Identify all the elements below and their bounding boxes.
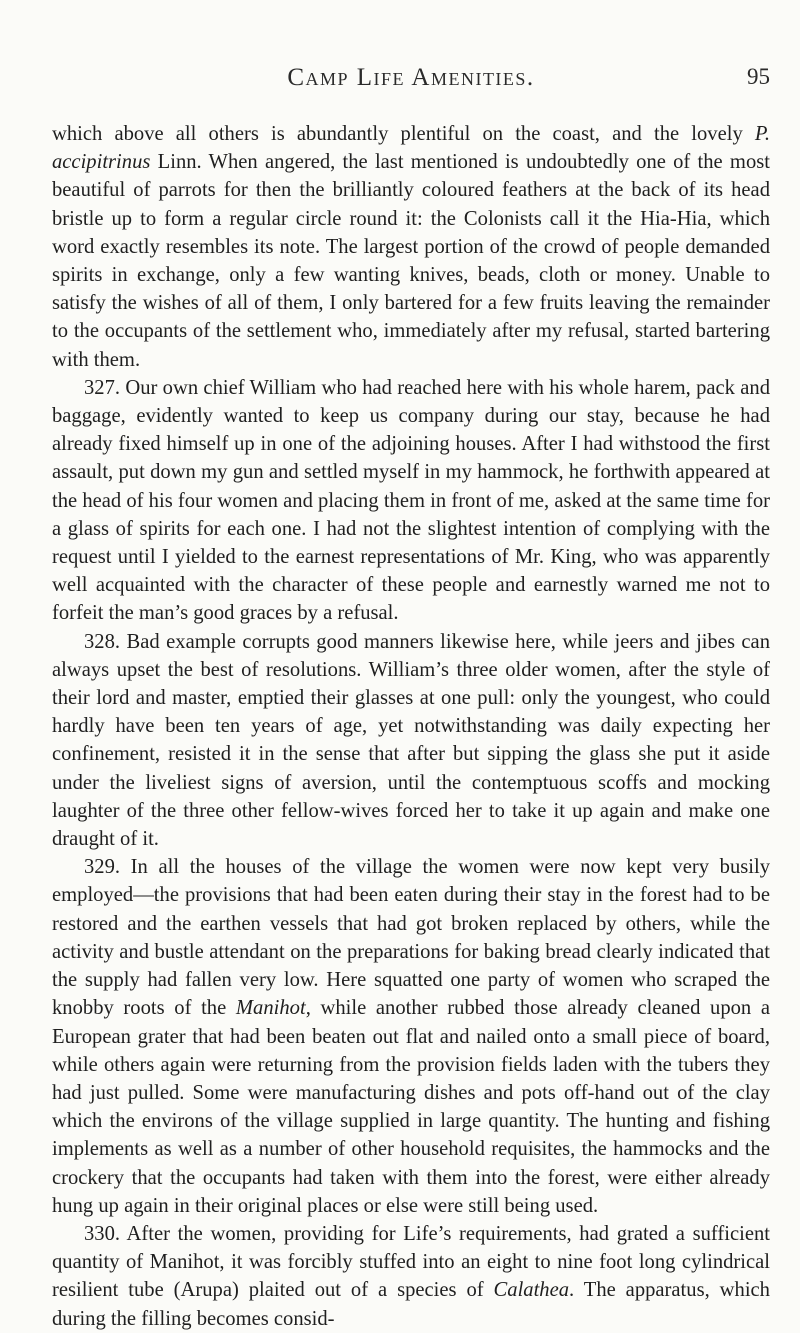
text-segment: 330. After the women, providing for Life’s requirements, had grated a sufficient quantity of Manihot, it was forcibly stuffed into an eight to nine foot long cylindrical resilient tube (Arupa) plaited out of a species of — [52, 1222, 770, 1302]
page-number: 95 — [747, 64, 770, 89]
taxon-name-italic: Manihot — [235, 997, 306, 1020]
paragraph-330 — [52, 1220, 770, 1333]
running-title: Camp Life Amenities. — [287, 64, 535, 91]
paragraph-329 — [52, 853, 770, 1220]
paragraph-328 — [52, 628, 770, 854]
text-segment: Linn. When angered, the last mentioned is undoubtedly one of the most beautiful of parrots for then the brilliantly coloured feathers at the back of its head bristle up to form a regular circle round it: the Colonists call it the Hia-Hia, which word exactly resembles its note. The largest portion of the crowd of people demanded spirits in exchange, only a few wanting knives, beads, cloth or money. Unable to satisfy the wishes of all of them, I only bartered for a few fruits leaving the remainder to the occupants of the settlement who, immediately after my refusal, started bartering with them. — [52, 151, 770, 371]
paragraph-continuation — [52, 120, 770, 374]
text-segment: 329. In all the houses of the village the women were now kept very busily employed—the provisions that had been eaten during their stay in the forest had to be restored and the earthen vessels that had got broken replaced by others, while the activity and bustle attendant on the preparations for baking bread clearly indicated that the supply had fallen very low. Here squatted one party of women who scraped the knobby roots of the — [52, 856, 770, 1020]
text-segment: 328. Bad example corrupts good manners likewise here, while jeers and jibes can always upset the best of resolutions. William’s three older women, after the style of their lord and master, emptied their glasses at one pull: only the youngest, who could hardly have been ten years of age, yet notwithstanding was daily expecting her confinement, resisted it in the sense that after but sipping the glass she put it aside under the liveliest signs of aversion, until the contemptuous scoffs and mocking laughter of the three other fellow-wives forced her to take it up again and make one draught of it. — [52, 630, 770, 851]
text-segment: 327. Our own chief William who had reached here with his whole harem, pack and baggage, evidently wanted to keep us company during our stay, because he had already fixed himself up in one of the adjoining houses. After I had withstood the first assault, put down my gun and settled myself in my hammock, he forthwith appeared at the head of his four women and placing them in front of me, asked at the same time for a glass of spirits for each one. I had not the slightest intention of complying with the request until I yielded to the earnest representations of Mr. King, who was apparently well acquainted with the character of these people and earnestly warned me not to forfeit the man’s good graces by a refusal. — [52, 376, 770, 625]
text-segment: which above all others is abundantly plentiful on the coast, and the lovely — [52, 123, 755, 145]
paragraph-327 — [52, 374, 770, 628]
running-head — [52, 64, 770, 94]
taxon-name-italic: P. accipitrinus — [52, 123, 770, 174]
body-text — [52, 120, 770, 1333]
taxon-name-italic: Calathea — [493, 1279, 570, 1302]
text-segment: . The apparatus, which during the filling becomes consid- — [52, 1279, 770, 1330]
text-segment: , while another rubbed those already cleaned upon a European grater that had been beaten out flat and nailed onto a small piece of board, while others again were returning from the provision fields laden with the tubers they had just pulled. Some were manufacturing dishes and pots off-hand out of the clay which the environs of the village supplied in large quantity. The hunting and fishing implements as well as a number of other household requisites, the hammocks and the crockery that the occupants had taken with them into the forest, were either already hung up again in their original places or else were still being used. — [52, 997, 770, 1217]
